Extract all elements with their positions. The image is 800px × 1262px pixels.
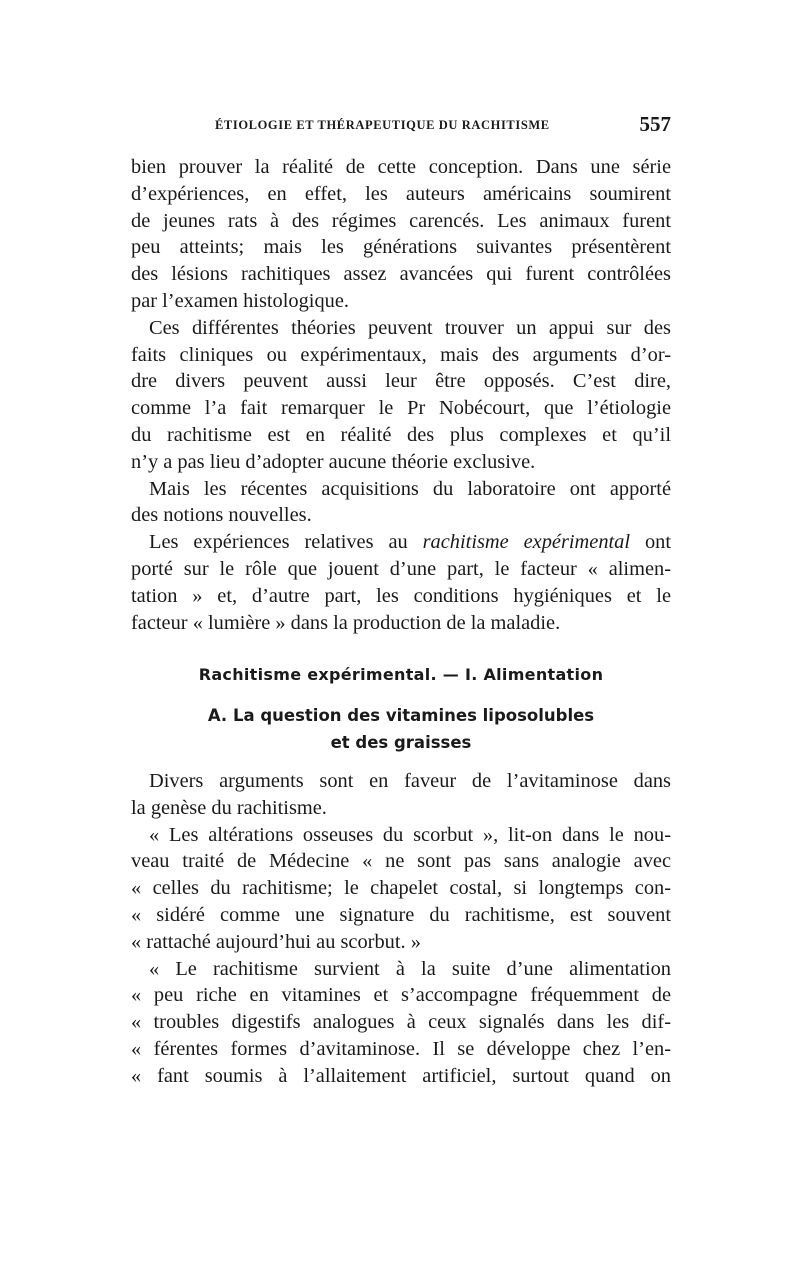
text-line: du rachitisme est en réalité des plus complexes et qu’il <box>131 423 671 446</box>
text-line: facteur « lumière » dans la production de la maladie. <box>131 611 561 634</box>
text-line: « rattaché aujourd’hui au scorbut. » <box>131 930 421 953</box>
text-line: « Le rachitisme survient à la suite d’une alimentation <box>149 957 671 980</box>
italic-term: rachitisme expérimental <box>422 531 631 554</box>
running-head <box>131 112 671 142</box>
text-line: faits cliniques ou expérimentaux, mais des arguments d’or- <box>131 343 671 366</box>
body-text-upper <box>131 154 671 636</box>
text-span: ont <box>630 531 672 554</box>
page-number: 557 <box>639 112 671 136</box>
text-line: Mais les récentes acquisitions du laboratoire ont apporté <box>149 477 671 500</box>
section-heading: Rachitisme expérimental. — I. Alimentation <box>198 665 604 684</box>
text-line-italic-phrase <box>131 529 671 556</box>
text-line: par l’examen histologique. <box>131 289 350 312</box>
subheading-line-1: A. La question des vitamines liposolubles <box>207 706 595 725</box>
text-line: « férentes formes d’avitaminose. Il se développe chez l’en- <box>131 1037 671 1060</box>
text-line: des notions nouvelles. <box>131 504 312 527</box>
subheading-line-2: et des graisses <box>330 733 472 752</box>
text-line: de jeunes rats à des régimes carencés. Les animaux furent <box>131 209 671 232</box>
text-line: porté sur le rôle que jouent d’une part, le facteur « alimen- <box>131 557 671 580</box>
text-line: des lésions rachitiques assez avancées qui furent contrôlées <box>131 263 671 286</box>
text-line: dre divers peuvent aussi leur être opposés. C’est dire, <box>131 370 671 393</box>
text-line: d’expériences, en effet, les auteurs américains soumirent <box>131 182 671 205</box>
text-line: « fant soumis à l’allaitement artificiel, surtout quand on <box>131 1064 671 1087</box>
text-line: peu atteints; mais les générations suivantes présentèrent <box>131 236 671 259</box>
running-title: ÉTIOLOGIE ET THÉRAPEUTIQUE DU RACHITISME <box>215 118 550 132</box>
text-line: la genèse du rachitisme. <box>131 796 327 819</box>
text-line: Divers arguments sont en faveur de l’avitaminose dans <box>149 770 671 792</box>
text-line: « Les altérations osseuses du scorbut », lit-on dans le nou- <box>149 823 671 846</box>
text-line: « troubles digestifs analogues à ceux signalés dans les dif- <box>131 1011 671 1034</box>
text-line: Ces différentes théories peuvent trouver un appui sur des <box>149 316 671 339</box>
text-line: veau traité de Médecine « ne sont pas sans analogie avec <box>131 850 671 873</box>
body-text-lower <box>131 768 671 1090</box>
text-line: tation » et, d’autre part, les conditions hygiéniques et le <box>131 584 671 607</box>
text-line: « sidéré comme une signature du rachitisme, est souvent <box>131 903 671 926</box>
text-line: n’y a pas lieu d’adopter aucune théorie exclusive. <box>131 450 536 473</box>
text-line: comme l’a fait remarquer le Pr Nobécourt, que l’étiologie <box>131 397 671 420</box>
text-span: Les expériences relatives au <box>149 531 423 554</box>
text-line: « celles du rachitisme; le chapelet costal, si longtemps con- <box>131 877 671 900</box>
text-line: bien prouver la réalité de cette conception. Dans une série <box>131 156 671 178</box>
text-line: « peu riche en vitamines et s’accompagne fréquemment de <box>131 984 671 1007</box>
